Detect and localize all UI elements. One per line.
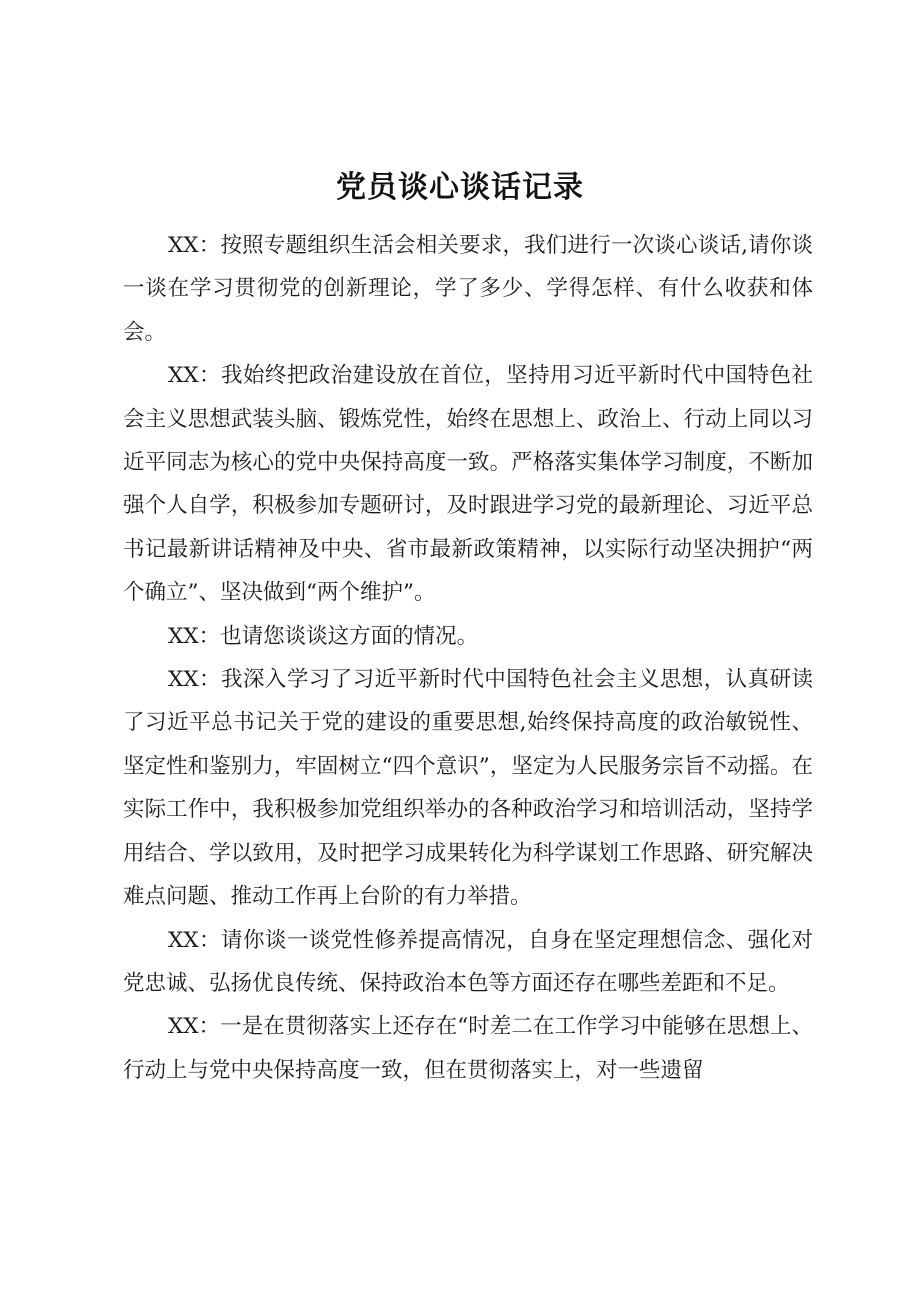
document-title: 党员谈心谈话记录 xyxy=(336,170,584,205)
document-body xyxy=(123,224,813,1092)
paragraph: XX：按照专题组织生活会相关要求，我们进行一次谈心谈话,请你谈一谈在学习贯彻党的创新理论，学了多少、学得怎样、有什么收获和体会。 xyxy=(123,233,813,345)
paragraph: XX：也请您谈谈这方面的情况。 xyxy=(168,623,479,649)
paragraph: XX：请你谈一谈党性修养提高情况，自身在坚定理想信念、强化对党忠诚、弘扬优良传统、保持政治本色等方面还存在哪些差距和不足。 xyxy=(123,927,813,996)
paragraph: XX：一是在贯彻落实上还存在“时差二在工作学习中能够在思想上、行动上与党中央保持高度一致，但在贯彻落实上，对一些遗留 xyxy=(123,1014,813,1083)
paragraph: XX：我深入学习了习近平新时代中国特色社会主义思想，认真研读了习近平总书记关于党的建设的重要思想,始终保持高度的政治敏锐性、坚定性和鉴别力，牢固树立“四个意识”，坚定为人民服务宗旨不动摇。在实际工作中，我积极参加党组织举办的各种政治学习和培训活动，坚持学用结合、学以致用，及时把学习成果转化为科学谋划工作思路、研究解决难点问题、推动工作再上台阶的有力举措。 xyxy=(123,667,813,910)
paragraph: XX：我始终把政治建设放在首位，坚持用习近平新时代中国特色社会主义思想武装头脑、锻炼党性，始终在思想上、政治上、行动上同以习近平同志为核心的党中央保持高度一致。严格落实集体学习制度，不断加强个人自学，积极参加专题研讨，及时跟进学习党的最新理论、习近平总书记最新讲话精神及中央、省市最新政策精神，以实际行动坚决拥护“两个确立”、坚决做到“两个维护”。 xyxy=(123,363,813,606)
